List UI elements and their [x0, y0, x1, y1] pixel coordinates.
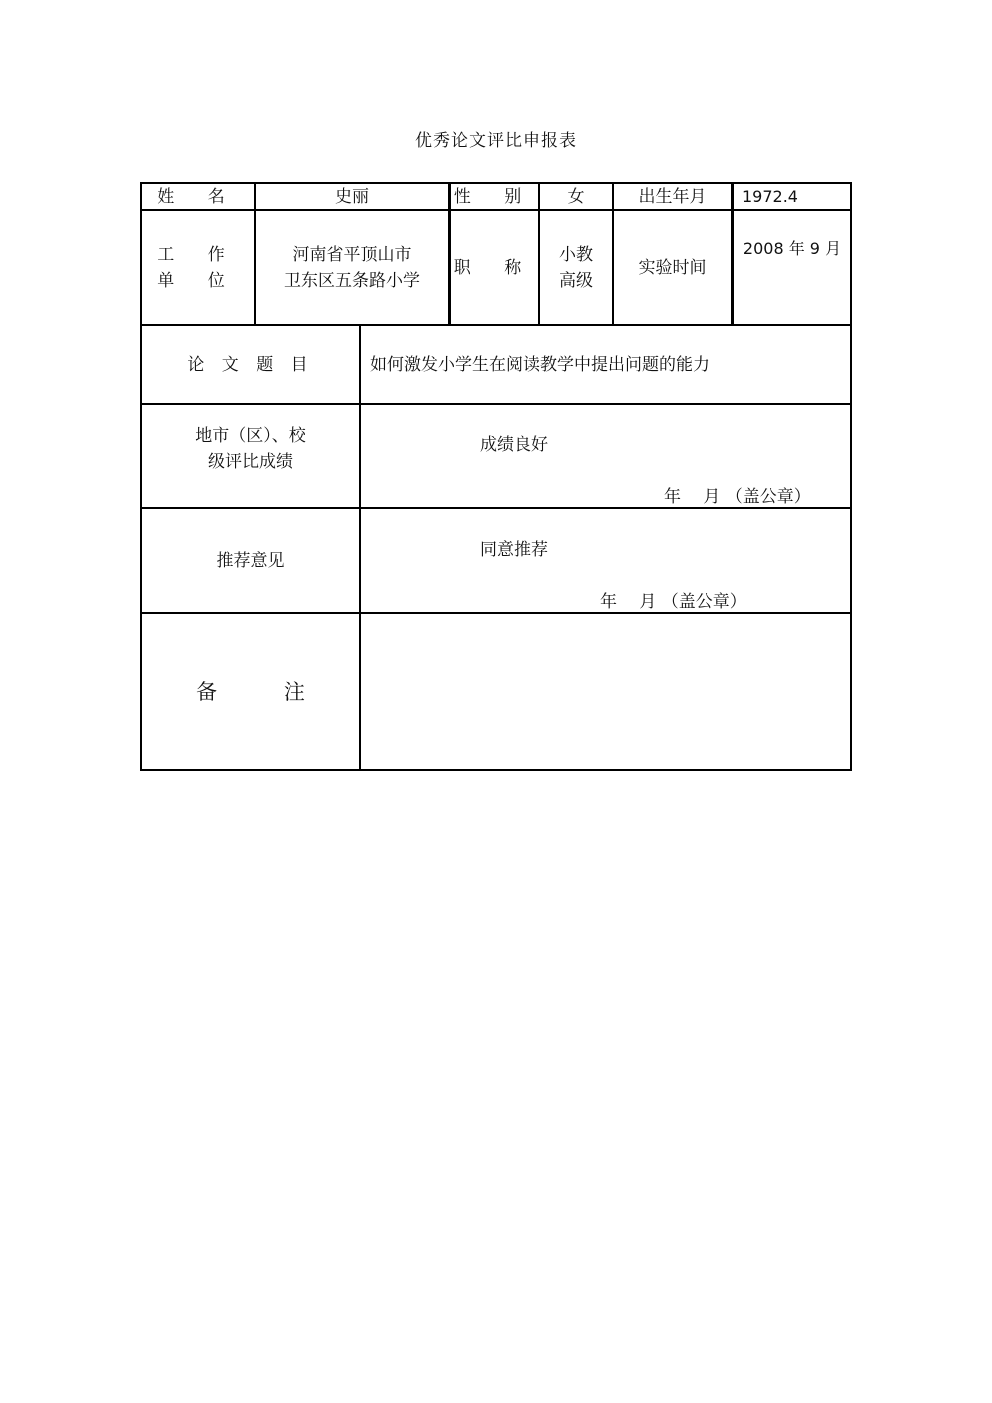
work-unit-value-line2: 卫东区五条路小学	[284, 270, 420, 291]
row-divider	[141, 403, 852, 405]
experiment-time-value: 2008 年 9 月	[742, 239, 842, 258]
birth-value: 1972.4	[742, 186, 798, 206]
paper-title-value: 如何激发小学生在阅读教学中提出问题的能力	[370, 354, 710, 375]
work-unit-label	[142, 211, 254, 324]
name-label: 姓 名	[157, 186, 239, 207]
remarks-label: 备 注	[196, 679, 335, 704]
job-title-value-line2: 高级	[559, 270, 593, 291]
evaluation-label-line2: 级评比成绩	[208, 452, 293, 472]
job-title-value	[540, 211, 612, 324]
remarks-value	[361, 614, 850, 769]
work-unit-label-line1: 工 作	[157, 244, 239, 265]
evaluation-label-line1: 地市（区）、校	[195, 426, 306, 446]
job-title-value-line1: 小教	[559, 244, 593, 265]
recommendation-label: 推荐意见	[216, 550, 285, 571]
experiment-time-label: 实验时间	[638, 257, 707, 278]
paper-title-label: 论 文 题 目	[187, 354, 314, 375]
job-title-label: 职 称	[453, 257, 536, 278]
name-value: 史丽	[335, 186, 369, 207]
recommendation-date-seal: 年 月 （盖公章）	[600, 592, 747, 612]
form-title: 优秀论文评比申报表	[415, 131, 577, 151]
table-border-bottom	[141, 769, 852, 771]
table-border-right	[850, 182, 852, 771]
work-unit-value	[256, 211, 448, 324]
work-unit-value-line1: 河南省平顶山市	[292, 244, 412, 265]
evaluation-result: 成绩良好	[480, 435, 548, 455]
evaluation-date-seal: 年 月 （盖公章）	[664, 487, 811, 507]
evaluation-label	[142, 409, 359, 489]
work-unit-label-line2: 单 位	[157, 270, 239, 291]
gender-label: 性 别	[453, 186, 536, 207]
recommendation-value: 同意推荐	[480, 540, 548, 560]
gender-value: 女	[567, 186, 585, 207]
birth-label: 出生年月	[638, 186, 707, 207]
